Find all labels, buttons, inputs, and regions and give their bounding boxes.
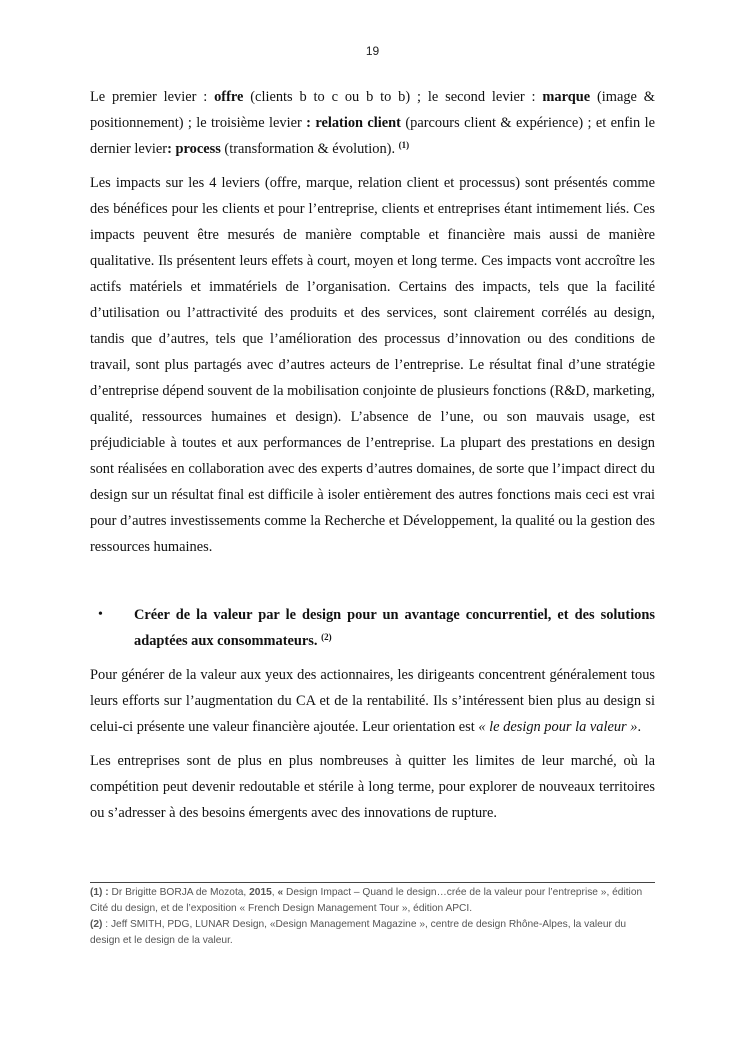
bullet-heading — [90, 602, 655, 654]
footnote-1-ref: (1) : — [90, 887, 109, 898]
text-run: (clients b to c ou b to b) ; le second levier : — [243, 89, 543, 105]
paragraph-impacts: Les impacts sur les 4 leviers (offre, marque, relation client et processus) sont présentés comme des bénéfices pour les clients et pour l’entreprise, clients et entreprises étant intimement liés. Ces impacts peuvent être mesurés de manière comptable et financière mais aussi de manière qualitative. Ils présentent leurs effets à court, moyen et long terme. Ces impacts vont accroître les actifs matériels et immatériels de l’organisation. Certains des impacts, tels que la facilité d’utilisation ou l’attractivité des produits et des services, sont clairement corrélés au design, tandis que d’autres, tels que l’amélioration des processus d’innovation ou des conditions de travail, sont plus partagés avec d’autres acteurs de l’entreprise. Le résultat final d’une stratégie d’entreprise dépend souvent de la mobilisation conjointe de plusieurs fonctions (R&D, marketing, qualité, ressources humaines et design). L’absence de l’une, ou son mauvais usage, est préjudiciable à toutes et aux performances de l’entreprise. La plupart des prestations en design sont réalisées en collaboration avec des experts d’autres domaines, de sorte que l’impact direct du design sur un résultat final est difficile à isoler entièrement des autres fonctions mais ceci est vrai pour d’autres investissements comme la Recherche et Développement, la qualité ou la gestion des ressources humaines. — [90, 175, 655, 555]
footnote-1-year: 2015 — [249, 887, 272, 898]
bold-marque: marque — [542, 89, 591, 105]
page-number: 19 — [365, 44, 380, 58]
footnote-ref-2: (2) — [321, 632, 332, 642]
document-body — [90, 84, 655, 826]
text-run: , — [271, 887, 278, 898]
bold-offre: offre — [214, 89, 244, 105]
text-run: Le premier levier : — [90, 89, 215, 105]
footnote-2-ref: (2) — [90, 919, 103, 930]
bold-process: : process — [167, 141, 221, 157]
text-run: . — [637, 719, 642, 735]
bullet-text-run: Créer de la valeur par le design pour un avantage concurrentiel, et des solutions adaptées aux consommateurs. — [134, 607, 655, 649]
text-run: : Jeff SMITH, PDG, LUNAR Design, «Design Management Magazine », centre de design Rhône-Alpes, la valeur du design et le design de la valeur. — [90, 919, 627, 946]
text-run: Dr Brigitte BORJA de Mozota, — [108, 887, 250, 898]
text-run: (transformation & évolution). — [220, 141, 399, 157]
bullet-dot-icon: • — [98, 607, 103, 622]
bold-relation-client: : relation client — [306, 115, 401, 131]
paragraph-companies: Les entreprises sont de plus en plus nombreuses à quitter les limites de leur marché, où la compétition peut devenir redoutable et stérile à long terme, pour explorer de nouveaux territoires ou s’adresser à des besoins émergents avec des innovations de rupture. — [90, 753, 655, 821]
footnote-2 — [90, 917, 655, 949]
footnote-1-quote-mark: « — [277, 887, 284, 898]
text-run: (parcours client & expérience) ; et enfin le dernier levier — [90, 115, 655, 157]
text-run: Pour générer de la valeur aux yeux des actionnaires, les dirigeants concentrent généralement tous leurs efforts sur l’augmentation du CA et de la rentabilité. Ils s’intéressent bien plus au design si celui-ci présente une valeur financière ajoutée. Leur orientation est — [90, 667, 655, 735]
footnotes — [90, 882, 655, 949]
footnote-1 — [90, 885, 655, 917]
paragraph-levers — [90, 84, 655, 162]
paragraph-value — [90, 662, 655, 740]
italic-quote: « le design pour la valeur » — [478, 719, 638, 735]
text-run: (image & positionnement) ; le troisième levier — [90, 89, 655, 131]
bullet-heading-text — [134, 602, 655, 654]
footnote-ref-1: (1) — [398, 140, 410, 150]
text-run: Design Impact – Quand le design…crée de la valeur pour l’entreprise », édition Cité du design, et de l’exposition « French Design Management Tour », édition APCI. — [90, 887, 643, 914]
